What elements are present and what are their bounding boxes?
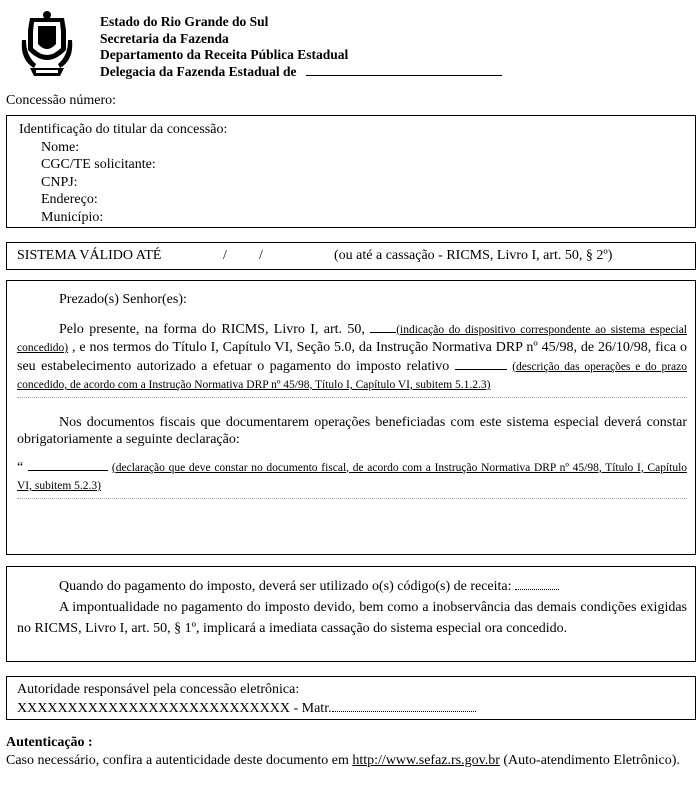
authentication-title: Autenticação : <box>6 735 93 750</box>
blank-line <box>28 470 108 471</box>
header-department: Departamento da Receita Pública Estadual <box>100 47 349 62</box>
field-cnpj: CNPJ: <box>41 174 78 190</box>
field-nome: Nome: <box>41 139 80 155</box>
authentication-text: Caso necessário, confira a autenticidade deste documento em http://www.sefaz.rs.gov.br (Auto-atendimento Eletrônico). <box>6 753 680 768</box>
header-secretariat: Secretaria da Fazenda <box>100 30 229 46</box>
delegacy-blank-line <box>306 75 502 76</box>
letter-box <box>6 280 696 555</box>
concession-number-label: Concessão número: <box>6 93 117 108</box>
dotted-separator <box>17 496 687 499</box>
validity-note: (ou até a cassação - RICMS, Livro I, art. 50, § 2º) <box>334 248 613 263</box>
sefaz-website-link[interactable]: http://www.sefaz.rs.gov.br <box>352 753 500 768</box>
validity-slash-2: / <box>259 248 263 263</box>
letter-greeting: Prezado(s) Senhor(es): <box>59 292 187 307</box>
identification-title: Identificação do titular da concessão: <box>19 122 228 137</box>
dispositivo-reference: (indicação do dispositivo correspondente ao sistema especial concedido) <box>17 323 687 354</box>
header <box>100 14 502 80</box>
dotted-separator <box>17 395 687 398</box>
payment-code-paragraph: Quando do pagamento do imposto, deverá ser utilizado o(s) código(s) de receita: <box>17 576 687 597</box>
payment-warning-paragraph: A impontualidade no pagamento do imposto devido, bem como a inobservância das demais condições exigidas no RICMS, Livro I, art. 50, § 1º, implicará a imediata cassação do sistema especial ora concedido. <box>17 600 687 636</box>
registration-blank <box>332 711 476 712</box>
letter-paragraph-1: Pelo presente, na forma do RICMS, Livro I, art. 50, (indicação do dispositivo correspondente ao sistema especial concedido) , e nos termos do Título I, Capítulo VI, Seção 5.0, da Instrução Normativa DRP nº 45/98, de 26/10/98, fica o seu estabelecimento autorizado a efetuar o pagamento do imposto relativo (descrição das operações e do prazo concedido, de acordo com a Instrução Normativa DRP nº 45/98, Título I, Capítulo VI, subitem 5.1.2.3) <box>17 321 688 391</box>
authority-box <box>6 676 696 720</box>
operations-reference: (descrição das operações e do prazo concedido, de acordo com a Instrução Normativa DRP nº 45/98, Título I, Capítulo VI, subitem 5.1.2.3) <box>17 360 688 391</box>
declaration-line: “ (declaração que deve constar no documento fiscal, de acordo com a Instrução Normativa DRP nº 45/98, Título I, Capítulo VI, subitem 5.2.3) <box>17 459 688 492</box>
letter-paragraph-2: Nos documentos fiscais que documentarem operações beneficiadas com este sistema especial deverá constar obrigatoriamente a seguinte declaração: <box>17 414 687 447</box>
validity-box <box>6 242 696 270</box>
authority-name-line: XXXXXXXXXXXXXXXXXXXXXXXXXXX - Matr. <box>17 699 476 718</box>
field-endereco: Endereço: <box>41 192 98 207</box>
payment-box <box>6 566 696 662</box>
blank-line <box>455 369 507 370</box>
state-coat-of-arms-icon <box>20 10 74 78</box>
declaration-reference: (declaração que deve constar no documento fiscal, de acordo com a Instrução Normativa DRP nº 45/98, Título I, Capítulo VI, subitem 5.2.3) <box>17 461 688 492</box>
field-municipio: Município: <box>41 209 104 225</box>
validity-slash-1: / <box>223 248 227 263</box>
blank-line <box>370 332 396 333</box>
validity-label: SISTEMA VÁLIDO ATÉ <box>17 248 162 263</box>
authority-label: Autoridade responsável pela concessão eletrônica: <box>17 682 300 697</box>
header-state: Estado do Rio Grande do Sul <box>100 14 269 29</box>
identification-box <box>6 115 696 228</box>
header-delegacy: Delegacia da Fazenda Estadual de <box>100 64 502 81</box>
revenue-code-blank <box>515 589 559 590</box>
field-cgc-te: CGC/TE solicitante: <box>41 157 156 172</box>
authentication-section <box>6 734 696 770</box>
